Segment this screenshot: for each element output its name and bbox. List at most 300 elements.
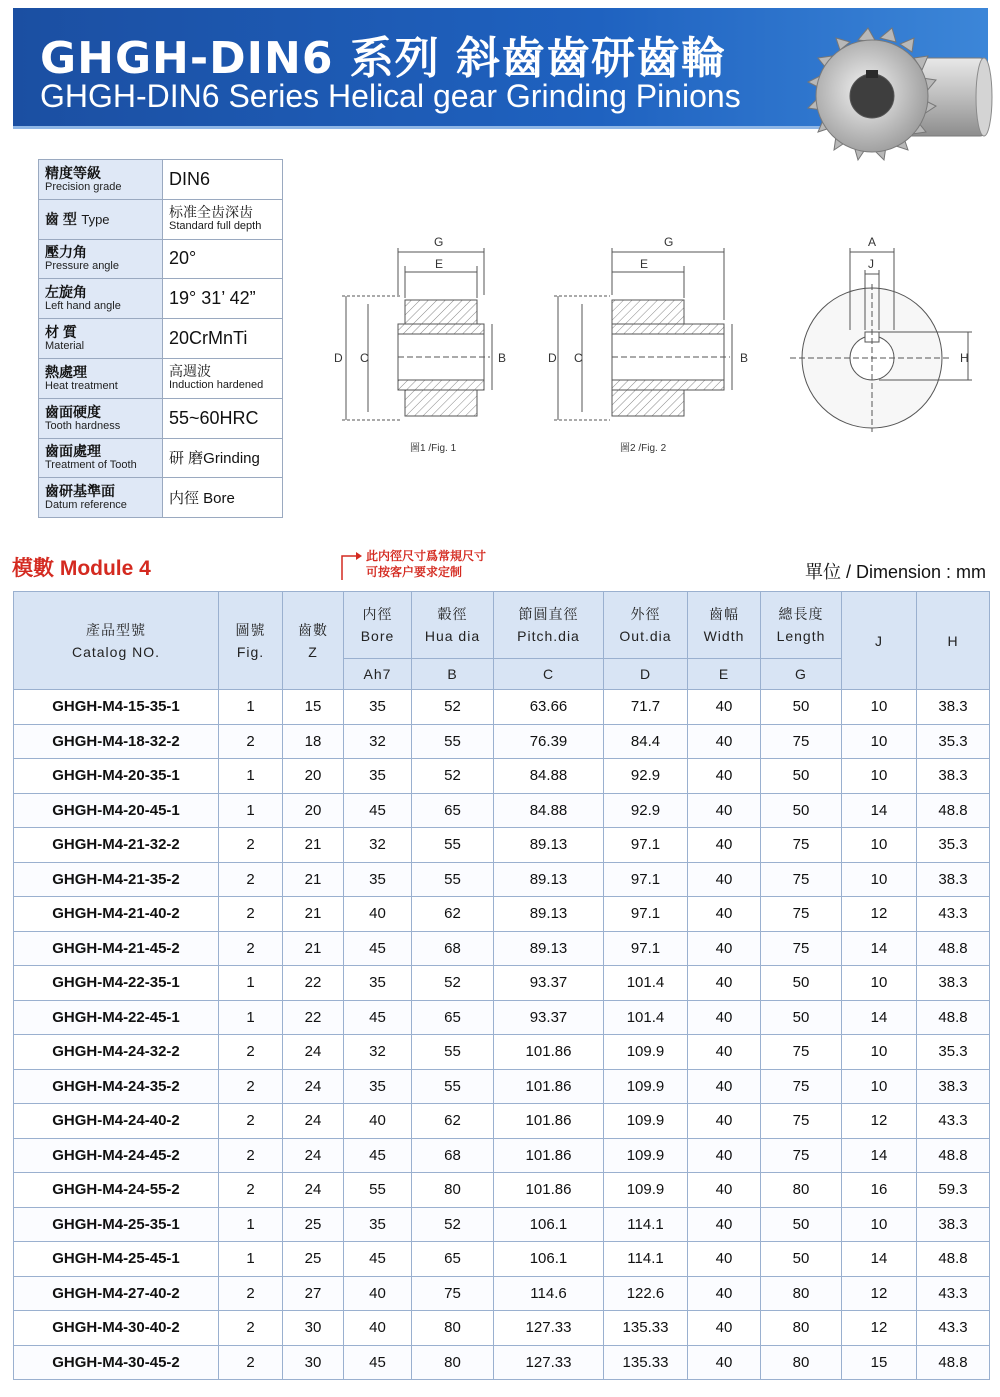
table-row [14, 828, 990, 863]
spec-label [39, 199, 163, 239]
cell-h: 38.3 [917, 1207, 990, 1242]
cell-catalog: GHGH-M4-21-40-2 [14, 897, 219, 932]
cell-length: 75 [761, 1138, 842, 1173]
cell-hub: 80 [412, 1311, 494, 1346]
spec-value-text: 20CrMnTi [169, 328, 248, 349]
cell-pitch: 127.33 [494, 1345, 604, 1380]
cell-teeth: 21 [283, 931, 344, 966]
cell-bore: 35 [344, 1069, 412, 1104]
cell-catalog: GHGH-M4-24-35-2 [14, 1069, 219, 1104]
cell-j: 15 [842, 1345, 917, 1380]
cell-fig: 2 [219, 1311, 283, 1346]
cell-hub: 55 [412, 1035, 494, 1070]
cell-j: 12 [842, 897, 917, 932]
cell-width: 40 [688, 1035, 761, 1070]
subheader-hub: B [412, 659, 494, 690]
cell-length: 50 [761, 1000, 842, 1035]
cell-hub: 55 [412, 1069, 494, 1104]
cell-pitch: 89.13 [494, 897, 604, 932]
spec-value-en: Induction hardened [169, 379, 264, 392]
header-pitch-en: Pitch.dia [517, 628, 580, 644]
cell-pitch: 89.13 [494, 828, 604, 863]
cell-h: 48.8 [917, 1138, 990, 1173]
spec-row [39, 279, 283, 319]
cell-fig: 2 [219, 1345, 283, 1380]
cell-hub: 55 [412, 828, 494, 863]
spec-label [39, 438, 163, 478]
cell-teeth: 30 [283, 1311, 344, 1346]
cell-out: 92.9 [604, 793, 688, 828]
cell-teeth: 24 [283, 1104, 344, 1139]
cell-j: 10 [842, 1035, 917, 1070]
subheader-out: D [604, 659, 688, 690]
table-row [14, 724, 990, 759]
cell-teeth: 24 [283, 1138, 344, 1173]
cell-out: 84.4 [604, 724, 688, 759]
header-out [604, 592, 688, 659]
cell-width: 40 [688, 1138, 761, 1173]
cell-h: 38.3 [917, 690, 990, 725]
header-catalog [14, 592, 219, 690]
cell-h: 48.8 [917, 931, 990, 966]
cell-width: 40 [688, 759, 761, 794]
spec-label-cn: 壓力角 [45, 244, 87, 261]
cell-catalog: GHGH-M4-22-45-1 [14, 1000, 219, 1035]
cell-j: 10 [842, 724, 917, 759]
header-pitch-cn: 節圓直徑 [518, 606, 579, 622]
cell-out: 109.9 [604, 1069, 688, 1104]
cell-h: 48.8 [917, 1345, 990, 1380]
cell-teeth: 21 [283, 862, 344, 897]
cell-hub: 65 [412, 793, 494, 828]
helical-gear-photo [796, 18, 996, 188]
spec-row [39, 239, 283, 279]
cell-width: 40 [688, 828, 761, 863]
cell-h: 35.3 [917, 1035, 990, 1070]
cell-h: 38.3 [917, 1069, 990, 1104]
spec-label-en: Type [81, 212, 110, 228]
spec-label-cn: 熱處理 [45, 363, 87, 380]
spec-value [163, 319, 283, 359]
cell-bore: 40 [344, 1311, 412, 1346]
cell-teeth: 22 [283, 1000, 344, 1035]
cell-hub: 62 [412, 897, 494, 932]
cell-j: 14 [842, 1138, 917, 1173]
cell-hub: 75 [412, 1276, 494, 1311]
cell-catalog: GHGH-M4-15-35-1 [14, 690, 219, 725]
cell-out: 135.33 [604, 1345, 688, 1380]
cell-hub: 52 [412, 690, 494, 725]
cell-length: 50 [761, 793, 842, 828]
spec-label-cn: 齒面處理 [45, 443, 101, 460]
cell-fig: 2 [219, 897, 283, 932]
fig1-caption: 圖1 /Fig. 1 [410, 443, 457, 454]
cell-pitch: 63.66 [494, 690, 604, 725]
arrow-icon [340, 550, 362, 582]
cell-length: 80 [761, 1276, 842, 1311]
spec-row [39, 319, 283, 359]
cell-width: 40 [688, 724, 761, 759]
cell-out: 101.4 [604, 966, 688, 1001]
cell-bore: 45 [344, 793, 412, 828]
cell-out: 135.33 [604, 1311, 688, 1346]
header-length-cn: 總長度 [778, 606, 824, 622]
cell-length: 80 [761, 1173, 842, 1208]
spec-value-text: 19° 31’ 42” [169, 288, 256, 309]
dim-label-g: G [434, 235, 444, 249]
table-row [14, 1311, 990, 1346]
cell-fig: 1 [219, 690, 283, 725]
spec-value-text: DIN6 [169, 168, 211, 189]
cell-length: 50 [761, 1207, 842, 1242]
cell-h: 35.3 [917, 724, 990, 759]
cell-fig: 2 [219, 1104, 283, 1139]
spec-row [39, 358, 283, 398]
cell-width: 40 [688, 1000, 761, 1035]
spec-label-cn: 齒面硬度 [45, 403, 101, 420]
table-row [14, 931, 990, 966]
cell-pitch: 101.86 [494, 1035, 604, 1070]
cell-catalog: GHGH-M4-24-32-2 [14, 1035, 219, 1070]
cell-pitch: 127.33 [494, 1311, 604, 1346]
cell-catalog: GHGH-M4-20-45-1 [14, 793, 219, 828]
cell-teeth: 24 [283, 1069, 344, 1104]
header-teeth-cn: 齒數 [298, 621, 328, 638]
header-teeth-en: Z [308, 643, 318, 660]
cell-width: 40 [688, 1173, 761, 1208]
dim-label-d: D [548, 351, 557, 365]
dim-label-e: E [435, 257, 444, 271]
spec-value [163, 438, 283, 478]
header-h: H [917, 592, 990, 690]
spec-row [39, 438, 283, 478]
cell-teeth: 25 [283, 1207, 344, 1242]
cell-teeth: 22 [283, 966, 344, 1001]
cell-j: 10 [842, 828, 917, 863]
spec-label-cn: 材 質 [45, 324, 77, 341]
header-hub [412, 592, 494, 659]
cell-out: 71.7 [604, 690, 688, 725]
cell-teeth: 24 [283, 1173, 344, 1208]
table-row [14, 1173, 990, 1208]
cell-fig: 1 [219, 793, 283, 828]
cell-hub: 65 [412, 1000, 494, 1035]
spec-value-en: Standard full depth [169, 220, 262, 233]
cell-teeth: 24 [283, 1035, 344, 1070]
spec-label-en: Pressure angle [45, 260, 119, 273]
spec-value-text: 20° [169, 248, 197, 269]
header-out-en: Out.dia [619, 628, 672, 644]
cell-fig: 2 [219, 1069, 283, 1104]
table-row [14, 1069, 990, 1104]
table-row [14, 1276, 990, 1311]
cell-fig: 2 [219, 1138, 283, 1173]
spec-label [39, 160, 163, 200]
bore-note-line1: 此内徑尺寸爲常規尺寸 [366, 549, 487, 563]
cell-length: 50 [761, 966, 842, 1001]
spec-row [39, 199, 283, 239]
cell-catalog: GHGH-M4-25-45-1 [14, 1242, 219, 1277]
cell-hub: 55 [412, 724, 494, 759]
spec-label [39, 358, 163, 398]
spec-value [163, 199, 283, 239]
bore-note [344, 548, 486, 580]
cell-pitch: 106.1 [494, 1207, 604, 1242]
cell-out: 97.1 [604, 828, 688, 863]
product-table [13, 591, 990, 1380]
cell-j: 14 [842, 1242, 917, 1277]
spec-value [163, 358, 283, 398]
table-row [14, 966, 990, 1001]
cell-pitch: 84.88 [494, 793, 604, 828]
table-row [14, 1345, 990, 1380]
cell-pitch: 101.86 [494, 1173, 604, 1208]
cell-bore: 32 [344, 724, 412, 759]
cell-j: 14 [842, 1000, 917, 1035]
dim-label-j: J [868, 257, 874, 271]
cell-width: 40 [688, 1242, 761, 1277]
spec-label-en: Heat treatment [45, 379, 118, 392]
cell-length: 50 [761, 759, 842, 794]
dim-label-h: H [960, 351, 969, 365]
cell-fig: 1 [219, 1207, 283, 1242]
cell-j: 10 [842, 1069, 917, 1104]
cell-hub: 68 [412, 1138, 494, 1173]
cell-bore: 45 [344, 1000, 412, 1035]
spec-label-en: Datum reference [45, 499, 127, 512]
cell-length: 75 [761, 1069, 842, 1104]
cell-out: 92.9 [604, 759, 688, 794]
header-bore-cn: 内徑 [362, 606, 393, 622]
subheader-pitch: C [494, 659, 604, 690]
spec-label-en: Material [45, 340, 85, 353]
header-out-cn: 外徑 [630, 606, 661, 622]
cell-width: 40 [688, 1345, 761, 1380]
cell-hub: 62 [412, 1104, 494, 1139]
cell-teeth: 27 [283, 1276, 344, 1311]
spec-row [39, 398, 283, 438]
cell-h: 43.3 [917, 1104, 990, 1139]
spec-label-cn: 齒 型 [45, 211, 77, 228]
cell-bore: 35 [344, 862, 412, 897]
header-width-en: Width [703, 628, 745, 644]
cell-bore: 40 [344, 1104, 412, 1139]
cell-teeth: 20 [283, 793, 344, 828]
header-hub-cn: 轂徑 [437, 606, 468, 622]
table-header-row [14, 592, 990, 659]
table-row [14, 690, 990, 725]
cell-h: 35.3 [917, 828, 990, 863]
spec-label-en: Treatment of Tooth [45, 459, 137, 472]
cell-length: 75 [761, 897, 842, 932]
module-label: 模數 Module 4 [12, 557, 151, 580]
spec-label [39, 319, 163, 359]
cell-h: 43.3 [917, 897, 990, 932]
cell-j: 14 [842, 931, 917, 966]
cell-h: 43.3 [917, 1311, 990, 1346]
cell-fig: 2 [219, 724, 283, 759]
cell-pitch: 93.37 [494, 966, 604, 1001]
spec-value-text: 研 磨Grinding [169, 450, 260, 468]
cell-catalog: GHGH-M4-21-32-2 [14, 828, 219, 863]
cell-teeth: 20 [283, 759, 344, 794]
table-row [14, 862, 990, 897]
spec-value-cn: 标准全齿深齿 [169, 204, 253, 221]
cell-hub: 52 [412, 1207, 494, 1242]
cell-fig: 1 [219, 1000, 283, 1035]
spec-label-cn: 精度等級 [45, 164, 101, 181]
cell-h: 59.3 [917, 1173, 990, 1208]
cell-out: 109.9 [604, 1104, 688, 1139]
table-row [14, 897, 990, 932]
unit-label: 單位 / Dimension : mm [804, 562, 986, 582]
cell-width: 40 [688, 1276, 761, 1311]
cell-bore: 45 [344, 1138, 412, 1173]
technical-drawings [320, 230, 990, 470]
dim-label-c: C [574, 351, 583, 365]
dim-label-b: B [498, 351, 507, 365]
cell-pitch: 106.1 [494, 1242, 604, 1277]
cell-bore: 35 [344, 1207, 412, 1242]
cell-j: 16 [842, 1173, 917, 1208]
header-fig-cn: 圖號 [235, 621, 266, 638]
header-bore-en: Bore [360, 628, 395, 644]
cell-j: 12 [842, 1311, 917, 1346]
cell-h: 38.3 [917, 966, 990, 1001]
header-fig-en: Fig. [236, 643, 265, 660]
header-pitch [494, 592, 604, 659]
spec-label [39, 239, 163, 279]
cell-width: 40 [688, 793, 761, 828]
cell-bore: 32 [344, 828, 412, 863]
front-view-drawing [790, 248, 972, 432]
cell-bore: 35 [344, 759, 412, 794]
header-fig [219, 592, 283, 690]
page-title-en: GHGH-DIN6 Series Helical gear Grinding Pinions [40, 78, 741, 114]
header-catalog-cn: 產品型號 [86, 621, 146, 638]
spec-table [38, 159, 283, 518]
header-length-en: Length [776, 628, 826, 644]
cell-out: 97.1 [604, 897, 688, 932]
cell-hub: 52 [412, 966, 494, 1001]
fig1-drawing [342, 248, 492, 420]
header-teeth [283, 592, 344, 690]
cell-fig: 2 [219, 931, 283, 966]
header-catalog-en: Catalog NO. [71, 643, 161, 660]
cell-teeth: 25 [283, 1242, 344, 1277]
cell-h: 48.8 [917, 1242, 990, 1277]
cell-length: 75 [761, 931, 842, 966]
cell-catalog: GHGH-M4-24-55-2 [14, 1173, 219, 1208]
cell-pitch: 76.39 [494, 724, 604, 759]
cell-h: 43.3 [917, 1276, 990, 1311]
cell-out: 109.9 [604, 1035, 688, 1070]
cell-pitch: 114.6 [494, 1276, 604, 1311]
cell-hub: 68 [412, 931, 494, 966]
cell-out: 114.1 [604, 1207, 688, 1242]
dim-label-b: B [740, 351, 749, 365]
spec-value-text: 55~60HRC [169, 407, 259, 428]
cell-h: 38.3 [917, 759, 990, 794]
cell-fig: 1 [219, 966, 283, 1001]
cell-pitch: 101.86 [494, 1104, 604, 1139]
cell-bore: 35 [344, 690, 412, 725]
cell-teeth: 15 [283, 690, 344, 725]
cell-width: 40 [688, 897, 761, 932]
spec-value [163, 279, 283, 319]
cell-hub: 65 [412, 1242, 494, 1277]
table-row [14, 1104, 990, 1139]
cell-catalog: GHGH-M4-21-45-2 [14, 931, 219, 966]
cell-width: 40 [688, 931, 761, 966]
cell-fig: 1 [219, 759, 283, 794]
table-row [14, 1138, 990, 1173]
cell-catalog: GHGH-M4-24-45-2 [14, 1138, 219, 1173]
cell-fig: 2 [219, 828, 283, 863]
spec-label-en: Precision grade [45, 180, 122, 193]
dim-label-a: A [868, 235, 877, 249]
cell-fig: 2 [219, 1035, 283, 1070]
cell-h: 48.8 [917, 793, 990, 828]
bore-note-line2: 可按客户要求定制 [366, 565, 463, 579]
cell-j: 12 [842, 1104, 917, 1139]
cell-catalog: GHGH-M4-25-35-1 [14, 1207, 219, 1242]
table-row [14, 1035, 990, 1070]
table-row [14, 759, 990, 794]
dim-label-d: D [334, 351, 343, 365]
cell-j: 12 [842, 1276, 917, 1311]
cell-width: 40 [688, 690, 761, 725]
cell-length: 80 [761, 1311, 842, 1346]
table-row [14, 1242, 990, 1277]
cell-catalog: GHGH-M4-24-40-2 [14, 1104, 219, 1139]
cell-out: 109.9 [604, 1138, 688, 1173]
cell-length: 50 [761, 1242, 842, 1277]
header-width-cn: 齒幅 [709, 606, 739, 622]
spec-label-en: Tooth hardness [45, 419, 121, 432]
cell-fig: 2 [219, 1173, 283, 1208]
cell-width: 40 [688, 966, 761, 1001]
cell-bore: 55 [344, 1173, 412, 1208]
spec-label [39, 279, 163, 319]
cell-out: 114.1 [604, 1242, 688, 1277]
table-row [14, 1000, 990, 1035]
cell-fig: 2 [219, 862, 283, 897]
cell-length: 75 [761, 828, 842, 863]
cell-bore: 35 [344, 966, 412, 1001]
cell-width: 40 [688, 1207, 761, 1242]
cell-catalog: GHGH-M4-18-32-2 [14, 724, 219, 759]
cell-pitch: 101.86 [494, 1069, 604, 1104]
cell-j: 10 [842, 690, 917, 725]
dim-label-g: G [664, 235, 674, 249]
cell-length: 75 [761, 1104, 842, 1139]
header-j: J [842, 592, 917, 690]
cell-width: 40 [688, 1069, 761, 1104]
spec-row [39, 160, 283, 200]
cell-width: 40 [688, 1311, 761, 1346]
cell-teeth: 21 [283, 828, 344, 863]
cell-fig: 2 [219, 1276, 283, 1311]
page-title-cn: GHGH-DIN6 系列 斜齒齒研齒輪 [40, 33, 727, 84]
spec-label [39, 398, 163, 438]
cell-width: 40 [688, 862, 761, 897]
spec-row [39, 478, 283, 518]
dim-label-e: E [640, 257, 649, 271]
cell-out: 97.1 [604, 931, 688, 966]
cell-bore: 45 [344, 1242, 412, 1277]
cell-out: 101.4 [604, 1000, 688, 1035]
